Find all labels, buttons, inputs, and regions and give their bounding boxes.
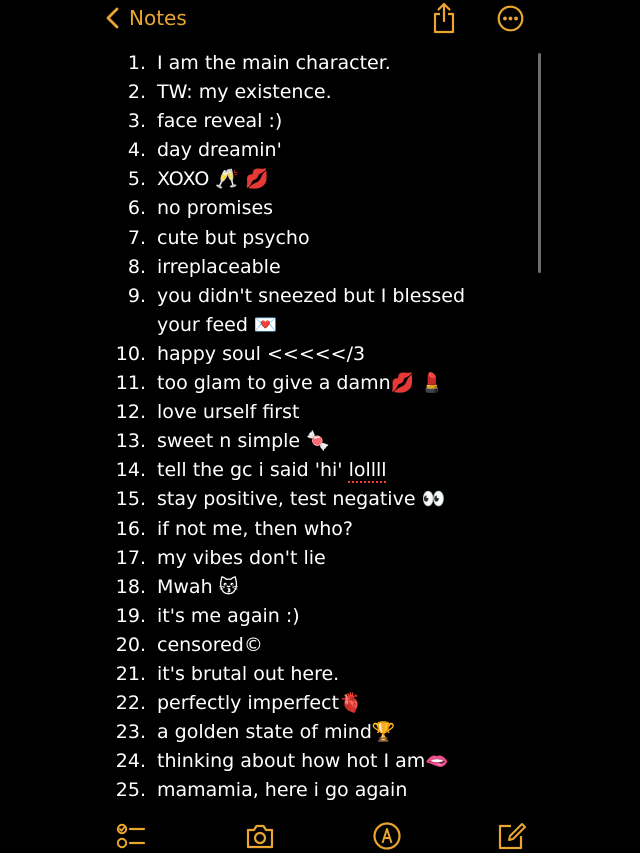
item-number: 2. [127, 81, 146, 104]
item-text: happy soul <<<<</3 [157, 342, 366, 365]
compose-icon[interactable] [497, 822, 527, 850]
navigation-bar [0, 0, 640, 40]
item-text: XOXO 🥂 💋 [157, 168, 269, 191]
list-item [0, 253, 540, 282]
list-item [0, 485, 540, 514]
back-button[interactable] [104, 4, 187, 32]
list-item [0, 49, 540, 78]
list-item [0, 427, 540, 456]
list-item [0, 194, 540, 223]
item-number: 18. [115, 575, 146, 598]
item-text: mamamia, here i go again [157, 779, 408, 802]
item-text: censored© [157, 633, 263, 656]
item-number: 11. [115, 372, 146, 395]
item-number: 9. [127, 284, 146, 307]
list-item [0, 718, 540, 747]
item-number: 14. [115, 459, 146, 482]
item-text: I am the main character. [157, 52, 391, 74]
more-ellipsis-icon[interactable] [497, 5, 524, 32]
list-item [0, 602, 540, 631]
item-text: Mwah 😽 [157, 575, 239, 598]
bottom-toolbar [0, 812, 640, 853]
back-button-label: Notes [129, 6, 187, 30]
item-number: 6. [127, 197, 146, 220]
item-text [157, 456, 502, 485]
item-text-plain: tell the gc i said 'hi' [157, 459, 349, 482]
item-number: 5. [127, 168, 146, 191]
item-number: 25. [115, 779, 146, 802]
item-text: cute but psycho [157, 226, 310, 249]
list-item [0, 369, 540, 398]
share-icon[interactable] [431, 2, 457, 34]
list-item [0, 631, 540, 660]
chevron-left-icon [104, 6, 122, 30]
list-item [0, 224, 540, 253]
list-item [0, 747, 540, 776]
list-item [0, 282, 540, 340]
item-number: 8. [127, 255, 146, 278]
list-item [0, 107, 540, 136]
item-text: you didn't sneezed but I blessed your feed 💌 [157, 284, 465, 336]
item-number: 12. [115, 401, 146, 424]
list-item [0, 689, 540, 718]
item-text: too glam to give a damn💋 💄 [157, 372, 444, 395]
item-number: 24. [115, 750, 146, 773]
item-number: 21. [115, 662, 146, 685]
scrollbar[interactable] [538, 53, 541, 273]
markup-pen-icon[interactable] [372, 822, 402, 850]
item-number: 16. [115, 517, 146, 540]
list-item [0, 573, 540, 602]
misspelled-word[interactable]: lollll [348, 459, 387, 482]
item-text: thinking about how hot I am🫦 [157, 750, 449, 773]
list-item [0, 660, 540, 689]
item-number: 19. [115, 604, 146, 627]
list-item [0, 165, 540, 194]
item-number: 10. [115, 342, 146, 365]
item-text: irreplaceable [157, 255, 281, 278]
item-number: 3. [127, 110, 146, 133]
list-item [0, 78, 540, 107]
item-number: 15. [115, 488, 146, 511]
item-number: 20. [115, 633, 146, 656]
item-text: day dreamin' [157, 139, 282, 162]
camera-icon[interactable] [245, 822, 275, 850]
item-text: love urself first [157, 401, 300, 424]
checklist-icon[interactable] [116, 822, 146, 850]
item-text: face reveal :) [157, 110, 283, 133]
item-text: sweet n simple 🍬 [157, 430, 330, 453]
list-item [0, 776, 540, 805]
item-number: 7. [127, 226, 146, 249]
list-item [0, 515, 540, 544]
item-text: TW: my existence. [157, 81, 332, 104]
item-number: 22. [115, 692, 146, 715]
item-text: if not me, then who? [157, 517, 353, 540]
item-text: stay positive, test negative 👀 [157, 488, 446, 511]
list-item [0, 456, 540, 485]
item-text: it's me again :) [157, 604, 300, 627]
item-text: no promises [157, 197, 274, 220]
item-text: a golden state of mind🏆 [157, 721, 396, 744]
item-number: 17. [115, 546, 146, 569]
list-item [0, 340, 540, 369]
item-number: 1. [127, 52, 146, 74]
list-item [0, 398, 540, 427]
item-number: 4. [127, 139, 146, 162]
note-body[interactable] [0, 49, 540, 805]
item-number: 23. [115, 721, 146, 744]
item-text: my vibes don't lie [157, 546, 326, 569]
item-text: perfectly imperfect🫀 [157, 692, 363, 715]
list-item [0, 544, 540, 573]
item-number: 13. [115, 430, 146, 453]
item-text: it's brutal out here. [157, 662, 340, 685]
list-item [0, 136, 540, 165]
